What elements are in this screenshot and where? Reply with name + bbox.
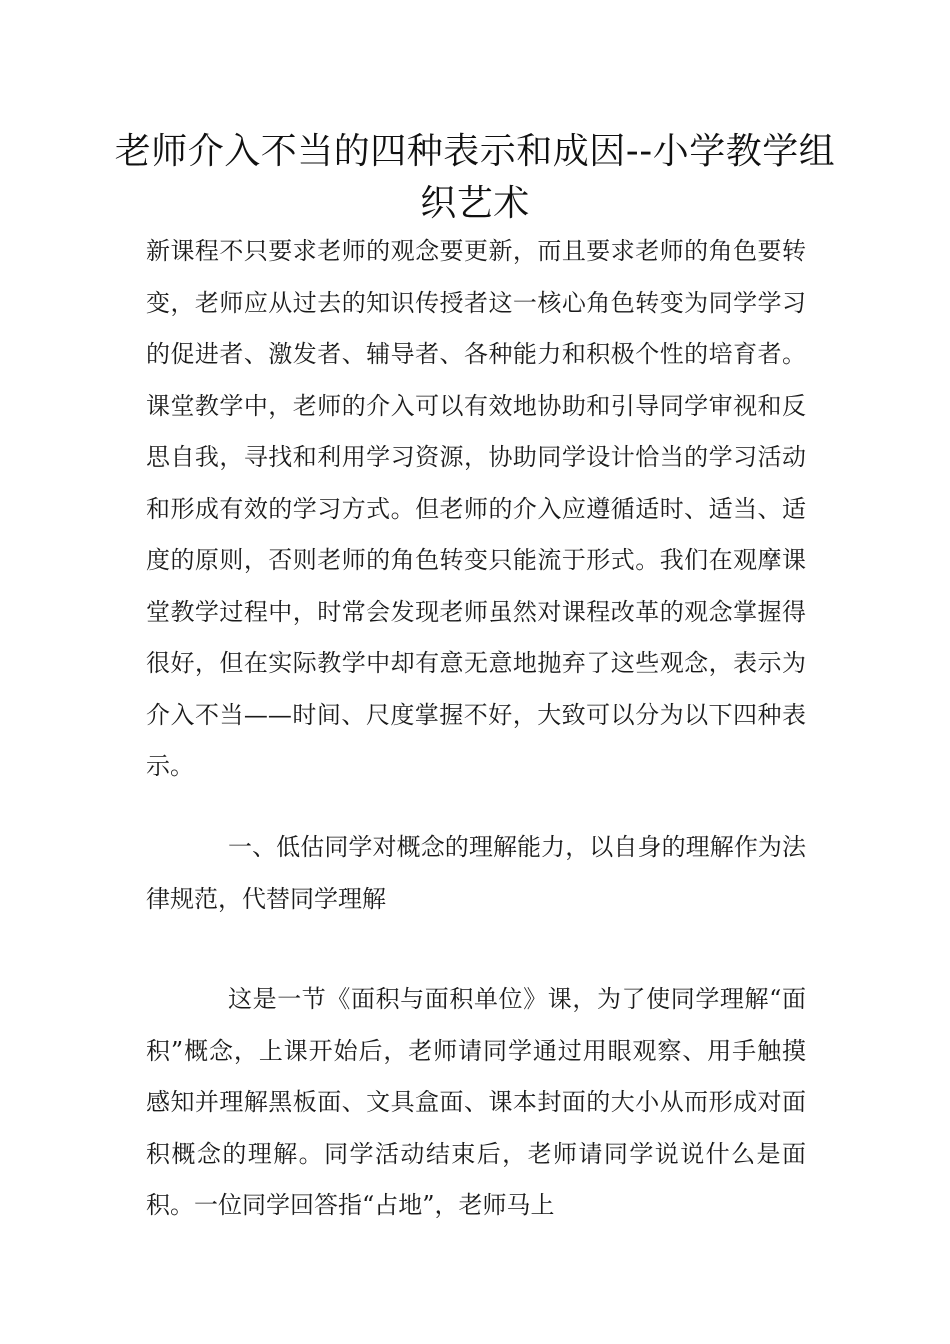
paragraph-intro: 新课程不只要求老师的观念要更新，而且要求老师的角色要转变，老师应从过去的知识传授者这一核心角色转变为同学学习的促进者、激发者、辅导者、各种能力和积极个性的培育者。课堂教学中，老师的介入可以有效地协助和引导同学审视和反思自我，寻找和利用学习资源，协助同学设计恰当的学习活动和形成有效的学习方式。但老师的介入应遵循适时、适当、适度的原则，否则老师的角色转变只能流于形式。我们在观摩课堂教学过程中，时常会发现老师虽然对课程改革的观念掌握得很好，但在实际教学中却有意无意地抛弃了这些观念，表示为介入不当——时间、尺度掌握不好，大致可以分为以下四种表示。 xyxy=(146,237,806,780)
section-heading-1: 一、低估同学对概念的理解能力，以自身的理解作为法律规范，代替同学理解 xyxy=(146,833,806,913)
document-title: 老师介入不当的四种表示和成因--小学教学组织艺术 xyxy=(114,131,836,224)
paragraph-example: 这是一节《面积与面积单位》课，为了使同学理解“面积”概念，上课开始后，老师请同学通过用眼观察、用手触摸感知并理解黑板面、文具盒面、课本封面的大小从而形成对面积概念的理解。同学活动结束后，老师请同学说说什么是面积。一位同学回答指“占地”，老师马上 xyxy=(146,985,806,1219)
